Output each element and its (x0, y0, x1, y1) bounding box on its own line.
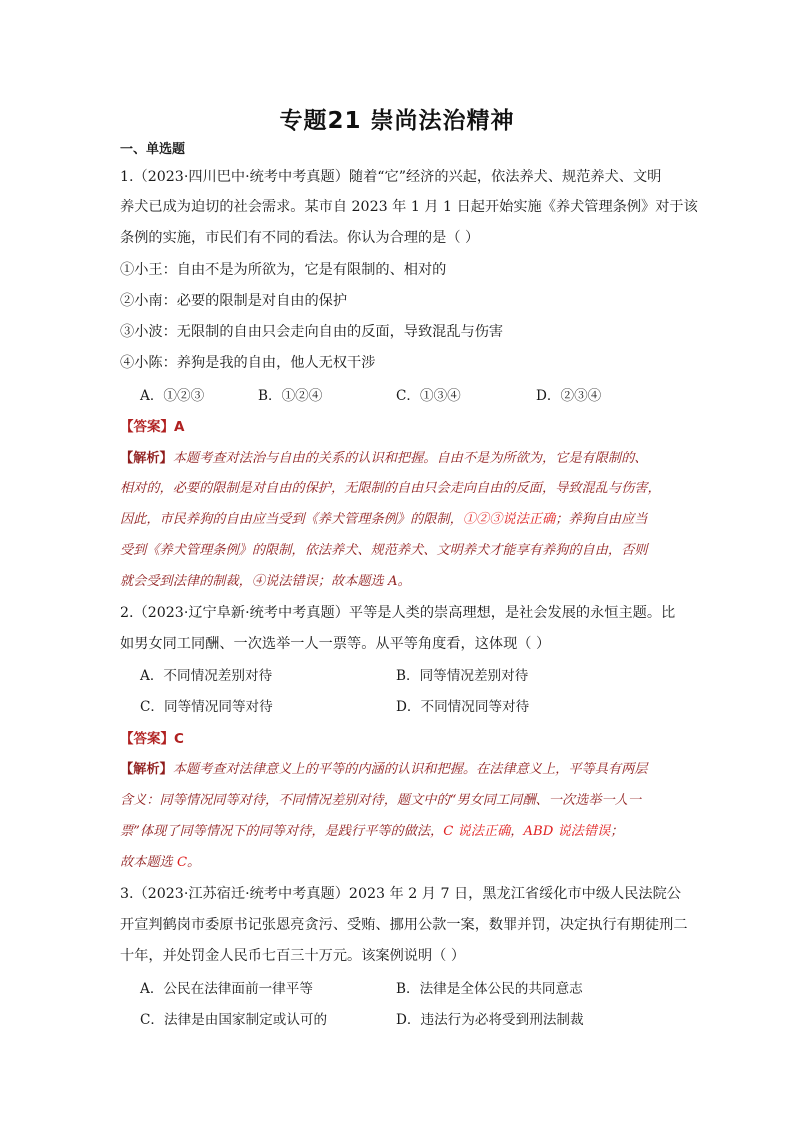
q3-option-b: B．法律是全体公民的共同意志 (396, 981, 583, 997)
highlight-wrong: ABD 说法错误 (523, 824, 611, 839)
q2-option-c: C．同等情况同等对待 (140, 699, 273, 715)
explanation-label: 【解析】 (120, 451, 173, 466)
q1-answer: 【答案】A (120, 419, 185, 435)
q2-option-b: B．同等情况差别对待 (396, 668, 529, 684)
q2-option-d: D．不同情况同等对待 (396, 699, 530, 715)
q2-stem-line: 如男女同工同酬、一次选举一人一票等。从平等角度看，这体现（ ） (120, 636, 551, 652)
q1-statement: ①小王：自由不是为所欲为，它是有限制的、相对的 (120, 262, 447, 278)
q2-explanation-line: 票”体现了同等情况下的同等对待，是践行平等的做法，C 说法正确，ABD 说法错误； (120, 824, 624, 839)
q2-stem-line: 2.（2023·辽宁阜新·统考中考真题）平等是人类的崇高理想，是社会发展的永恒主题。比 (120, 605, 676, 621)
highlight-correct: C 说法正确 (443, 824, 511, 839)
highlight-answer: C (176, 855, 188, 870)
q1-statement: ②小南：必要的限制是对自由的保护 (120, 293, 348, 309)
q3-option-c: C．法律是由国家制定或认可的 (140, 1012, 328, 1028)
explanation-label: 【解析】 (120, 762, 173, 777)
page-title: 专题21 崇尚法治精神 (279, 108, 515, 134)
q3-option-d: D．违法行为必将受到刑法制裁 (396, 1012, 584, 1028)
highlight-correct: ①②③说法正确 (462, 512, 556, 527)
q1-statement: ③小波：无限制的自由只会走向自由的反面，导致混乱与伤害 (120, 324, 504, 340)
q1-option-b: B．①②④ (258, 388, 323, 404)
q3-stem-line: 十年，并处罚金人民币七百三十万元。该案例说明（ ） (120, 948, 466, 964)
q2-explanation-line: 故本题选 C。 (120, 855, 201, 870)
q1-explanation-line: 相对的，必要的限制是对自由的保护，无限制的自由只会走向自由的反面，导致混乱与伤害， (120, 481, 661, 496)
q1-explanation-line: 就会受到法律的制裁，④说法错误；故本题选 A。 (120, 574, 411, 589)
section-label: 一、单选题 (120, 142, 186, 157)
q1-explanation-line: 受到《养犬管理条例》的限制，依法养犬、规范养犬、文明养犬才能享有养狗的自由，否则 (120, 543, 648, 558)
q2-explanation-line: 含义：同等情况同等对待，不同情况差别对待，题文中的“男女同工同酬、一次选举一人一 (120, 793, 642, 808)
q3-option-a: A．公民在法律面前一律平等 (140, 981, 313, 997)
q3-stem-line: 3.（2023·江苏宿迁·统考中考真题）2023 年 2 月 7 日，黑龙江省绥化市中级人民法院公 (120, 886, 681, 902)
q2-answer: 【答案】C (120, 731, 184, 747)
q1-explanation-line: 【解析】本题考查对法治与自由的关系的认识和把握。自由不是为所欲为，它是有限制的、 (120, 451, 648, 466)
q1-statement: ④小陈：养狗是我的自由，他人无权干涉 (120, 355, 376, 371)
q2-option-a: A．不同情况差别对待 (140, 668, 273, 684)
q1-option-a: A．①②③ (140, 388, 205, 404)
q1-explanation-line: 因此，市民养狗的自由应当受到《养犬管理条例》的限制，①②③说法正确；养狗自由应当 (120, 512, 648, 527)
q1-option-d: D．②③④ (536, 388, 602, 404)
q3-stem-line: 开宣判鹤岗市委原书记张恩亮贪污、受贿、挪用公款一案，数罪并罚，决定执行有期徒刑二 (120, 917, 688, 933)
q1-stem-line: 1.（2023·四川巴中·统考中考真题）随着“它”经济的兴起，依法养犬、规范养犬、文明 (120, 169, 662, 185)
q1-stem-line: 养犬已成为迫切的社会需求。某市自 2023 年 1 月 1 日起开始实施《养犬管理条例》对于该 (120, 199, 698, 215)
q1-option-c: C．①③④ (396, 388, 461, 404)
q1-stem-line: 条例的实施，市民们有不同的看法。你认为合理的是（ ） (120, 230, 480, 246)
q2-explanation-line: 【解析】本题考查对法律意义上的平等的内涵的认识和把握。在法律意义上，平等具有两层 (120, 762, 648, 777)
